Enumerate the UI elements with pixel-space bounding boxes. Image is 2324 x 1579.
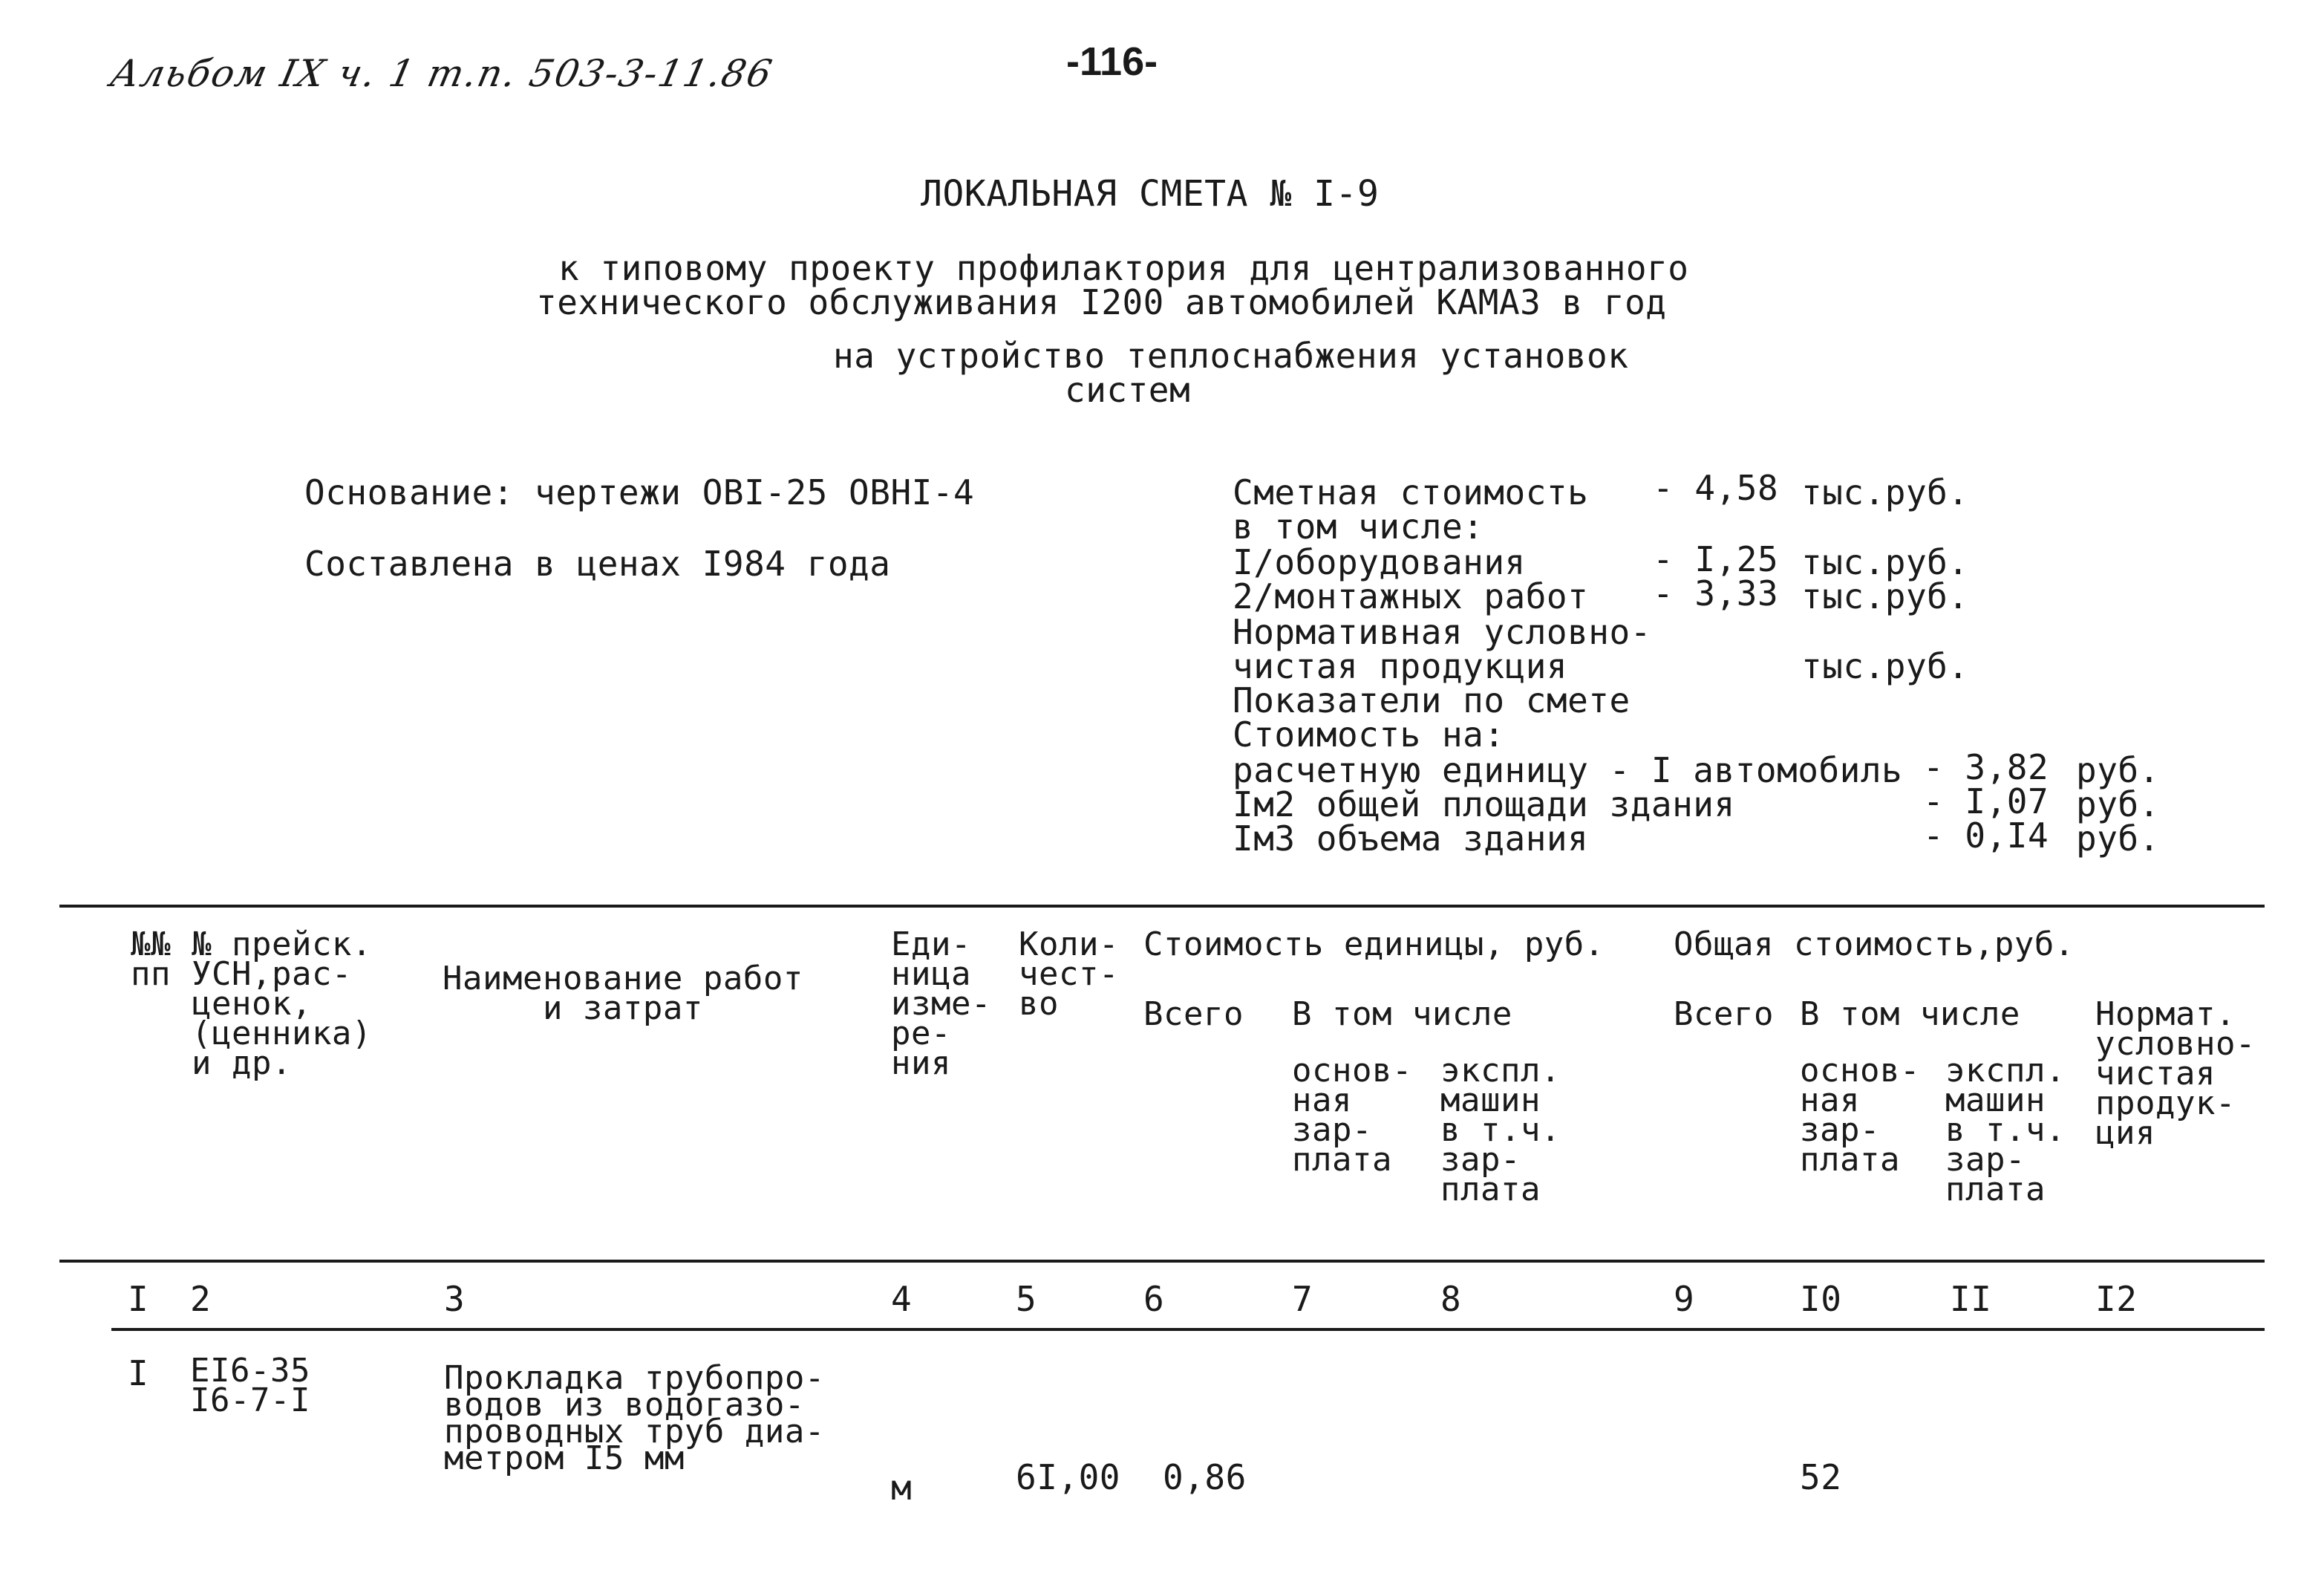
- normative-label-2: чистая продукция: [1233, 646, 1568, 686]
- header-unit-total: Всего: [1143, 995, 1244, 1033]
- column-numbers-rule: [111, 1328, 2265, 1331]
- estimated-cost-label: Сметная стоимость: [1233, 472, 1589, 512]
- document-title: ЛОКАЛЬНАЯ СМЕТА № I-9: [921, 173, 1380, 215]
- equipment-unit: тыс.руб.: [1801, 542, 1969, 582]
- row-unit: м: [891, 1468, 913, 1508]
- header-qty: Коли- чест- во: [1019, 925, 1119, 1023]
- per-m2-label: Iм2 общей площади здания: [1233, 784, 1735, 824]
- column-number: 5: [1016, 1279, 1037, 1319]
- column-number: 8: [1440, 1279, 1462, 1319]
- header-bottom-rule: [59, 1260, 2265, 1263]
- installation-label: 2/монтажных работ: [1233, 576, 1589, 616]
- header-code: № прейск. УСН,рас- ценок, (ценника) и др.: [192, 925, 372, 1082]
- column-number: I0: [1800, 1279, 1842, 1319]
- header-unit: Еди- ница изме- ре- ния: [891, 925, 991, 1082]
- including-label: в том числе:: [1233, 507, 1484, 547]
- column-number: 9: [1674, 1279, 1695, 1319]
- column-number: I2: [2095, 1279, 2138, 1319]
- column-number: 7: [1292, 1279, 1313, 1319]
- header-unit-machines: экспл. машин в т.ч. зар- плата: [1440, 1052, 1561, 1208]
- column-number: 3: [444, 1279, 466, 1319]
- header-total: Всего: [1674, 995, 1774, 1033]
- column-number: 2: [190, 1279, 212, 1319]
- basis-text: Основание: чертежи ОВI-25 ОВНI-4: [304, 472, 975, 512]
- row-code: ЕI6-35 I6-7-I: [190, 1352, 310, 1419]
- per-unit-label: расчетную единицу - I автомобиль: [1233, 750, 1903, 790]
- row-name: Прокладка трубопро- водов из водогазо- проводных труб диа- метром I5 мм: [444, 1359, 825, 1477]
- handwritten-note: Альбом IX ч. 1 т.п. 503-3-11.86: [106, 52, 777, 95]
- header-unit-wage: основ- ная зар- плата: [1292, 1052, 1412, 1179]
- per-m3-label: Iм3 объема здания: [1233, 818, 1589, 859]
- header-total-cost-group: Общая стоимость,руб.: [1674, 925, 2075, 963]
- estimated-cost-unit: тыс.руб.: [1801, 472, 1969, 512]
- subtitle-line-2: технического обслуживания I200 автомобилей КАМАЗ в год: [536, 282, 1667, 322]
- per-unit-rub: руб.: [2076, 750, 2160, 790]
- header-num: №№ пп: [131, 925, 171, 993]
- header-total-including: В том числе: [1800, 995, 2020, 1033]
- indicators-label: Показатели по смете: [1233, 680, 1631, 720]
- page-number: -116-: [1066, 39, 1158, 84]
- row-unit-total: 0,86: [1163, 1457, 1247, 1497]
- prices-text: Составлена в ценах I984 года: [304, 544, 891, 584]
- subtitle-line-1: к типовому проекту профилактория для централизованного: [558, 248, 1689, 288]
- column-number: II: [1950, 1279, 1992, 1319]
- column-number: 4: [891, 1279, 913, 1319]
- row-number: I: [128, 1353, 149, 1393]
- row-quantity: 6I,00: [1016, 1457, 1120, 1497]
- header-total-wage: основ- ная зар- плата: [1800, 1052, 1920, 1179]
- purpose-line-2: систем: [1065, 370, 1191, 410]
- equipment-label: I/оборудования: [1233, 542, 1526, 582]
- purpose-line-1: на устройство теплоснабжения установок: [833, 336, 1629, 376]
- per-unit-value: - 3,82: [1923, 747, 2049, 787]
- column-number: I: [128, 1279, 149, 1319]
- per-m3-value: - 0,I4: [1923, 815, 2049, 856]
- estimated-cost-value: - 4,58: [1653, 468, 1779, 508]
- installation-value: - 3,33: [1653, 573, 1779, 613]
- cost-for-label: Стоимость на:: [1233, 714, 1505, 755]
- column-number: 6: [1143, 1279, 1165, 1319]
- per-m3-rub: руб.: [2076, 818, 2160, 859]
- header-unit-including: В том числе: [1292, 995, 1512, 1033]
- installation-unit: тыс.руб.: [1801, 576, 1969, 616]
- equipment-value: - I,25: [1653, 539, 1779, 579]
- per-m2-value: - I,07: [1923, 781, 2049, 821]
- per-m2-rub: руб.: [2076, 784, 2160, 824]
- header-unit-cost-group: Стоимость единицы, руб.: [1143, 925, 1605, 963]
- header-normative: Нормат. условно- чистая продук- ция: [2095, 995, 2256, 1152]
- table-top-rule: [59, 905, 2265, 908]
- normative-unit: тыс.руб.: [1801, 646, 1969, 686]
- row-total-wage: 52: [1800, 1457, 1842, 1497]
- header-name: Наименование работ и затрат: [443, 960, 803, 1027]
- header-total-machines: экспл. машин в т.ч. зар- плата: [1945, 1052, 2066, 1208]
- normative-label-1: Нормативная условно-: [1233, 612, 1651, 652]
